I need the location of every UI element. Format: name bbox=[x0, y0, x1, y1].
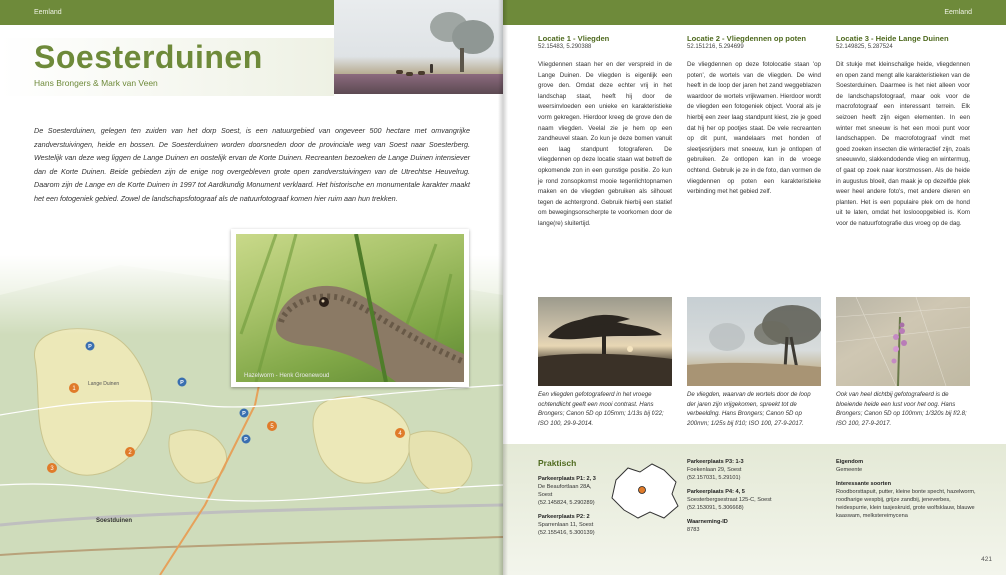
tree-shape bbox=[452, 20, 494, 54]
photo-credit: Hazelworm - Henk Groenewoud bbox=[244, 373, 330, 379]
photo-vliegden-sunrise bbox=[538, 297, 672, 386]
location-text: De vliegdennen op deze fotolocatie staan 'op poten', de wortels van de vliegden. De wind heeft in de loop der jaren het zand weggeblazen waardoor de wortels vrijkwamen. Hierdoor wordt de vliegden een fotogeniek object. Vooral als je hierbij een zeer laag standpunt kiest, zie je goed dat hij her op pootjes staat. De vele recreanten op dit punt, wandelaars met honden of sleetjesrijders met sneeuw, kun je ontlopen of gebruiken. Ze ontlopen kan in de vroege ochtend. Gebruik je ze in de foto, dan vormen de vliegdennen op poten een karakteristieke verbinding met het gebied zelf. bbox=[687, 61, 821, 196]
eigendom: Eigendom Gemeente bbox=[836, 459, 864, 473]
sheep bbox=[418, 71, 425, 75]
lizard-photo-frame bbox=[231, 229, 469, 387]
location-coords: 52.149825, 5.287524 bbox=[836, 44, 893, 50]
vliegden-silhouette bbox=[538, 297, 672, 386]
map-label-soestduinen: Soestduinen bbox=[96, 518, 133, 524]
intro-text: De Soesterduinen, gelegen ten zuiden van het dorp Soest, is een natuurgebied van ongeveer 500 hectare met omvangrijke zandverstuivingen, heide en bossen. De Soesterduinen worden doorsneden door de provinciale weg van Soest naar Soesterberg. Westelijk van deze weg liggen de Lange Duinen en oostelijk ervan de Korte Duinen. Recreanten bezoeken de Lange Duinen intensiever dan de Korte Duinen. Beide gebieden zijn de enige nog overgebleven grote open zandverstuivingen van de Utrechtse Heuvelrug. Daarom zijn de Lange en de Korte Duinen in 1997 tot Aardkundig Monument verklaard. Het historische en monumentale karakter maakt het een fotogeniek gebied. Zowel de landschapsfotograaf als de natuurfotograaf komen hier ruim aan hun trekken. bbox=[34, 126, 470, 203]
svg-text:P: P bbox=[180, 380, 184, 386]
location-title: Locatie 1 - Vliegden bbox=[538, 34, 610, 43]
info-col-3 bbox=[836, 458, 976, 526]
parking-col-1 bbox=[538, 475, 628, 543]
marker-number: 2 bbox=[128, 450, 132, 456]
photo-heather-macro bbox=[836, 297, 970, 386]
marker-number: 5 bbox=[270, 424, 274, 430]
caption-1: Een vliegden gefotografeerd in het vroege ochtendlicht geeft een mooi contrast. Hans Brongers; Canon 5D op 105mm; 1/13s bij f/22; ISO 100, 29-9-2014. bbox=[538, 391, 664, 427]
page-title: Soesterduinen bbox=[34, 39, 263, 75]
location-text: Vliegdennen staan her en der verspreid in de Lange Duinen. De vliegden is eigenlijk een grove den. Omdat deze echter vrij in het landschap staat, heeft hij door de weersinvloeden een unieke en karakteristieke vorm gekregen. Hierdoor kreeg de grove den de naam vliegden. Veelal zie je hem op een zandheuvel staan. Zo kun je deze bomen vanuit een laag standpunt fotograferen. De vliegdennen op deze locatie staan wat betreft de opkomende zon in een gunstige positie. Zo kun je rond zonsopkomst mooie tegenlichtopnamen maken en de vliegden gebruiken als silhouet tegen de achtergrond. Gebruik hierbij een statief om bewegingsonscherpte te voorkomen door de lange(re) sluitertijd. bbox=[538, 61, 672, 227]
section-label: Eemland bbox=[944, 9, 972, 16]
shepherd bbox=[430, 64, 433, 73]
interesting-species: Interessante soorten Roodborsttapuit, putter, kleine bonte specht, hazelworm, roodharige wespbij, grijze zandbij, jeneverbes, heidespurrie, klein tasjeskruid, grote wolfsklauw, blauwe kaaswam, melkstereimycena bbox=[836, 481, 976, 519]
foggy-tree bbox=[687, 297, 821, 386]
top-bar bbox=[503, 0, 1006, 25]
practical-title: Praktisch bbox=[538, 458, 577, 468]
location-1 bbox=[538, 34, 672, 230]
header-photo bbox=[334, 0, 503, 94]
location-coords: 52.15483, 5.290388 bbox=[538, 44, 592, 50]
parking-p2: Parkeerplaats P2: 2 Sparrenlaan 11, Soest (52.155416, 5.300139) bbox=[538, 514, 595, 536]
parking-col-2 bbox=[687, 458, 817, 540]
authors: Hans Brongers & Mark van Veen bbox=[34, 78, 158, 88]
marker-number: 3 bbox=[50, 466, 54, 472]
spine-shadow bbox=[498, 0, 508, 575]
waarneming-id: Waarneming-ID 8783 bbox=[687, 519, 728, 533]
heather-band bbox=[334, 74, 503, 94]
location-2 bbox=[687, 34, 821, 198]
parking-p4: Parkeerplaats P4: 4, 5 Soesterbergsestraat 125-C, Soest (52.153091, 5.306668) bbox=[687, 489, 772, 511]
photo-vliegden-on-roots bbox=[687, 297, 821, 386]
sheep bbox=[406, 72, 413, 76]
map-label-lange-duinen: Lange Duinen bbox=[88, 381, 120, 387]
right-page bbox=[503, 0, 1006, 575]
location-title: Locatie 3 - Heide Lange Duinen bbox=[836, 34, 949, 43]
section-label: Eemland bbox=[34, 9, 62, 16]
tree-trunk bbox=[460, 48, 464, 72]
location-text: Dit stukje met kleinschalige heide, vliegdennen en open zand mengt alle karakteristieken van de Soesterduinen. Daarmee is het niet alleen voor de landschapsfotograaf, maar ook voor de macrofotograaf een interessant terrein. Elk seizoen heeft zijn eigen elementen. In een winter met sneeuw is het een mooi punt voor landschappen. De macrofotograaf vindt met goed zoeken insecten die winteractief zijn, zoals sneeuwvlo, slakkendodende vlieg en wintermug, of gaat op zoek naar korstmossen. Als de heide in augustus bloeit, dan maak je op dezelfde plek weer heel andere foto's, met andere dieren en planten. Het is een populaire plek om de hond uit te laten, omdat het loslooopgebied is. Kom voor de natuurfotografie dus vroeg op de dag. bbox=[836, 61, 970, 227]
marker-number: 1 bbox=[72, 386, 76, 392]
location-3 bbox=[836, 34, 970, 230]
caption-3: Ook van heel dichtbij gefotografeerd is de bloeiende heide een lust voor het oog. Hans Brongers; Canon 5D op 100mm; 1/320s bij f/2.8; ISO 100, 27-9-2017. bbox=[836, 391, 967, 427]
svg-text:P: P bbox=[242, 411, 246, 417]
marker-number: 4 bbox=[398, 431, 402, 437]
page-number: 421 bbox=[981, 556, 992, 563]
svg-text:P: P bbox=[244, 437, 248, 443]
parking-p1: Parkeerplaats P1: 2, 3 De Beaufortlaan 28A, Soest (52.145824, 5.290289) bbox=[538, 476, 596, 506]
practical-info-box bbox=[503, 444, 1006, 575]
parking-p3: Parkeerplaats P3: 1-3 Foekenlaan 29, Soest (52.157031, 5.29101) bbox=[687, 459, 744, 481]
caption-2: De vliegden, waarvan de wortels door de loop der jaren zijn vrijgekomen, spreekt tot de verbeelding. Hans Brongers; Canon 5D op 200mm; 1/25s bij f/10; ISO 100, 27-9-2017. bbox=[687, 391, 811, 427]
location-coords: 52.151216, 5.294699 bbox=[687, 44, 744, 50]
svg-text:P: P bbox=[88, 344, 92, 350]
slow-worm-photo bbox=[236, 234, 464, 382]
heather-flower bbox=[836, 297, 970, 386]
location-title: Locatie 2 - Vliegdennen op poten bbox=[687, 34, 806, 43]
sheep bbox=[396, 70, 403, 74]
location-pin bbox=[639, 487, 646, 494]
slow-worm-graphic bbox=[236, 234, 464, 382]
